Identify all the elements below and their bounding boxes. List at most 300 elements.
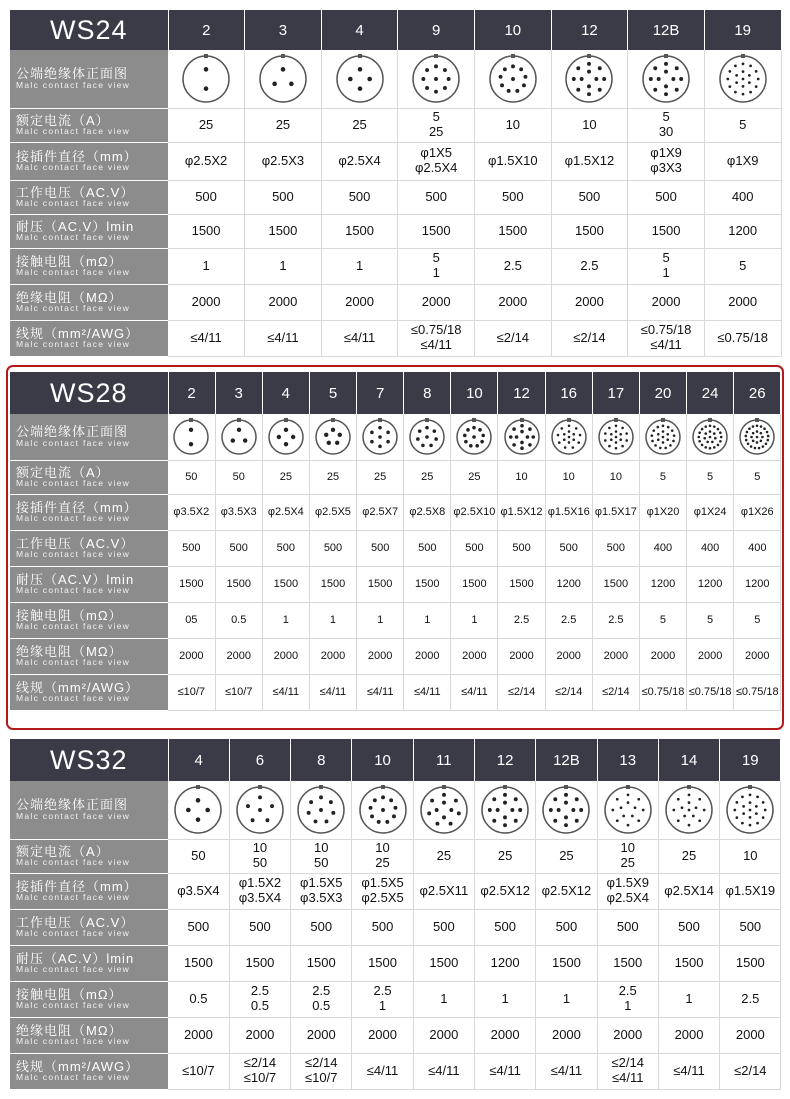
withstand-voltage-cell — [229, 945, 290, 981]
connector-diameter-row — [10, 142, 781, 180]
insulation-resistance-cell — [404, 638, 451, 674]
pin-dot — [598, 66, 602, 70]
pin-dot — [741, 70, 744, 73]
pin-dot — [385, 820, 389, 824]
pin-dot — [598, 88, 602, 92]
row-label-en: Malc contact face view — [16, 268, 131, 278]
cell-line: 500 — [678, 918, 700, 934]
connector-diameter-cell — [704, 142, 781, 180]
keyway-notch — [511, 54, 515, 58]
row-label — [10, 839, 168, 873]
pin-dot — [698, 431, 701, 434]
cell-line: φ3.5X3 — [220, 505, 257, 518]
pin-dot — [749, 824, 752, 827]
pin-dot — [434, 89, 438, 93]
pin-dot — [563, 438, 566, 441]
cell-line: 1500 — [603, 577, 629, 590]
cell-line: 2000 — [183, 1026, 213, 1042]
pin-dot — [528, 427, 532, 431]
insulator-outline — [269, 420, 303, 454]
insulation-resistance-cell — [309, 638, 356, 674]
pin-dot — [681, 806, 684, 809]
pin-dot — [571, 446, 574, 449]
working-voltage-cell — [352, 909, 413, 945]
pin-dot — [284, 427, 288, 431]
pin-dot — [688, 793, 691, 796]
face-view-cell — [168, 781, 229, 839]
contact-resistance-cell — [168, 981, 229, 1017]
connector-face-icon — [738, 418, 776, 456]
working-voltage-cell — [704, 180, 781, 214]
connector-face-icon — [181, 54, 231, 104]
connector-diameter-cell — [309, 494, 356, 530]
pin-dot — [619, 438, 622, 441]
cell-line: ≤4/11 — [650, 337, 682, 352]
pin-dot — [741, 822, 744, 825]
rated-current-cell — [628, 108, 705, 142]
cell-line: 500 — [182, 541, 201, 554]
cell-line: φ1X9 — [650, 145, 682, 161]
pin-dot — [357, 86, 362, 91]
cell-line: 10 — [582, 116, 597, 132]
wire-gauge-cell — [498, 674, 545, 710]
insulation-resistance-cell — [597, 1017, 658, 1053]
contact-resistance-cell — [475, 248, 552, 284]
pin-dot — [705, 432, 708, 435]
wire-gauge-cell — [245, 320, 322, 356]
core-count-header: 17 — [592, 372, 639, 414]
pin-dot — [603, 77, 607, 81]
pin-dot — [741, 62, 744, 65]
cell-line: 5 — [662, 250, 670, 266]
pin-dot — [378, 426, 382, 430]
pin-dot — [503, 823, 507, 827]
insulation-resistance-cell — [168, 638, 215, 674]
contact-resistance-cell — [597, 981, 658, 1017]
cell-line: φ2.5X10 — [453, 505, 496, 518]
keyway-notch — [741, 54, 745, 58]
row-label-en: Malc contact face view — [16, 550, 131, 560]
core-count-header: 12 — [551, 10, 628, 50]
working-voltage-cell — [215, 530, 262, 566]
contact-resistance-cell — [451, 602, 498, 638]
cell-line: 2000 — [345, 293, 375, 309]
face-view-cell — [704, 50, 781, 108]
pin-dot — [443, 86, 447, 90]
pin-dot — [563, 433, 566, 436]
cell-line: 1500 — [735, 954, 765, 970]
cell-line: 1200 — [490, 954, 520, 970]
cell-line: 2000 — [735, 1026, 765, 1042]
wire-gauge-cell — [639, 674, 686, 710]
working-voltage-cell — [357, 530, 404, 566]
pin-dot — [430, 443, 434, 447]
cell-line: φ2.5X2 — [184, 152, 228, 168]
pin-dot — [662, 441, 665, 444]
working-voltage-row — [10, 530, 781, 566]
pin-dot — [496, 808, 500, 812]
keyway-notch — [708, 418, 712, 422]
row-label-zh: 绝缘电阻（MΩ） — [16, 1023, 123, 1038]
cell-line: ≤2/14 — [573, 329, 606, 345]
cell-line: φ1.5X19 — [725, 882, 776, 898]
insulation-resistance-cell — [451, 638, 498, 674]
insulation-resistance-cell — [551, 284, 628, 320]
cell-line: 5 — [662, 109, 670, 125]
connector-diameter-cell — [536, 873, 597, 909]
row-label — [10, 602, 168, 638]
connector-face-icon — [361, 418, 399, 456]
wire-gauge-cell — [262, 674, 309, 710]
wire-gauge-cell — [398, 320, 475, 356]
wire-gauge-cell — [720, 1053, 781, 1089]
face-view-cell — [215, 414, 262, 460]
pin-dot — [656, 426, 659, 429]
cell-line: 1200 — [745, 577, 770, 590]
pin-dot — [756, 441, 759, 444]
pin-dot — [662, 430, 665, 433]
pin-dot — [435, 821, 439, 825]
cell-line: 10 — [314, 840, 329, 856]
core-count-header: 26 — [734, 372, 781, 414]
wire-gauge-cell — [704, 320, 781, 356]
pin-dot — [750, 445, 753, 448]
row-label-en: Malc contact face view — [16, 586, 131, 596]
cell-line: 500 — [348, 188, 371, 204]
cell-line: φ2.5X5 — [315, 505, 351, 518]
rated-current-cell — [451, 460, 498, 494]
pin-dot — [442, 815, 446, 819]
pin-dot — [749, 64, 752, 67]
pin-dot — [745, 439, 748, 442]
cell-line: φ1X5 — [420, 145, 452, 161]
connector-diameter-row — [10, 873, 781, 909]
core-count-header: 12B — [628, 10, 705, 50]
cell-line: 500 — [249, 918, 271, 934]
pin-dot — [651, 439, 654, 442]
cell-line: 400 — [653, 541, 673, 554]
pin-dot — [709, 435, 712, 438]
pin-dot — [760, 425, 763, 428]
pin-dot — [473, 426, 477, 430]
cell-line: 1500 — [345, 222, 375, 238]
insulation-resistance-cell — [474, 1017, 535, 1053]
pin-dot — [448, 821, 452, 825]
pin-dot — [749, 808, 752, 811]
cell-line: 25 — [681, 847, 697, 863]
pin-dot — [567, 430, 570, 433]
cell-line: 500 — [494, 918, 516, 934]
cell-line: 2000 — [697, 649, 723, 662]
cell-line: 0.5 — [250, 998, 269, 1013]
pin-dot — [657, 77, 661, 81]
cell-line: 1500 — [273, 577, 299, 590]
keyway-notch — [503, 785, 507, 789]
pin-dot — [251, 818, 255, 822]
ws24-section — [10, 10, 781, 357]
cell-line: φ1X24 — [693, 505, 727, 518]
cell-line: 2000 — [651, 293, 681, 309]
pin-dot — [381, 808, 385, 812]
cell-line: ≤4/11 — [366, 685, 394, 698]
wire-gauge-cell — [628, 320, 705, 356]
pin-dot — [626, 801, 629, 804]
contact-resistance-cell — [734, 602, 781, 638]
pin-dot — [503, 815, 507, 819]
core-count-header: 3 — [245, 10, 322, 50]
withstand-voltage-cell — [168, 566, 215, 602]
withstand-voltage-cell — [545, 566, 592, 602]
connector-face-icon — [641, 54, 691, 104]
cell-line: 500 — [272, 188, 294, 204]
wire-gauge-cell — [687, 674, 734, 710]
cell-line: 1500 — [613, 954, 643, 970]
wire-gauge-cell — [474, 1053, 535, 1089]
working-voltage-cell — [168, 530, 215, 566]
contact-resistance-cell — [229, 981, 290, 1017]
cell-line: 10 — [609, 470, 622, 483]
cell-line: 25 — [198, 116, 214, 132]
pin-dot — [518, 808, 522, 812]
connector-diameter-cell — [687, 494, 734, 530]
cell-line: 1 — [329, 613, 337, 626]
pin-dot — [762, 801, 765, 804]
wire-gauge-cell — [168, 674, 215, 710]
cell-line: ≤10/7 — [177, 685, 206, 698]
cell-line: 50 — [252, 855, 268, 870]
pin-dot — [572, 808, 576, 812]
pin-dot — [332, 811, 336, 815]
pin-dot — [706, 440, 709, 443]
cell-line: 10 — [252, 840, 268, 856]
pin-dot — [422, 77, 426, 81]
connector-diameter-row — [10, 494, 781, 530]
pin-dot — [664, 62, 668, 66]
row-label-zh: 绝缘电阻（MΩ） — [16, 290, 123, 305]
face-view-cell — [628, 50, 705, 108]
rated-current-cell — [398, 108, 475, 142]
withstand-voltage-cell — [413, 945, 474, 981]
pin-dot — [728, 85, 731, 88]
connector-diameter-cell — [398, 142, 475, 180]
cell-line: φ2.5X4 — [606, 890, 649, 905]
cell-line: φ3.5X2 — [173, 505, 210, 518]
insulator-outline — [316, 420, 350, 454]
cell-line: 1500 — [429, 954, 459, 970]
pin-dot — [557, 808, 561, 812]
cell-line: 2000 — [556, 649, 581, 662]
row-label-zh: 耐压（AC.V）lmin — [16, 572, 135, 587]
core-count-header: 3 — [215, 372, 262, 414]
row-label-en: Malc contact face view — [16, 858, 131, 868]
pin-dot — [577, 441, 580, 444]
cell-line: 2000 — [603, 649, 629, 662]
connector-diameter-cell — [658, 873, 719, 909]
cell-line: 500 — [512, 541, 531, 554]
connector-face-icon — [488, 54, 538, 104]
pin-dot — [425, 86, 429, 90]
cell-line: 25 — [497, 847, 513, 863]
cell-line: 50 — [185, 470, 198, 483]
cell-line: 2000 — [191, 293, 221, 309]
pin-dot — [564, 446, 567, 449]
withstand-voltage-cell — [245, 214, 322, 248]
pin-dot — [575, 427, 578, 430]
pin-dot — [675, 66, 679, 70]
pin-dot — [447, 77, 451, 81]
pin-dot — [469, 444, 473, 448]
pin-dot — [728, 70, 731, 73]
rated-current-cell — [474, 839, 535, 873]
keyway-notch — [204, 54, 208, 58]
cell-line: ≤4/11 — [190, 329, 222, 345]
ws32-section — [10, 739, 781, 1090]
rated-current-cell — [215, 460, 262, 494]
cell-line: ≤10/7 — [243, 1070, 277, 1085]
core-count-header: 2 — [168, 372, 215, 414]
contact-resistance-cell — [357, 602, 404, 638]
wire-gauge-cell — [321, 320, 398, 356]
cell-line: φ2.5X12 — [541, 882, 592, 898]
insulation-resistance-row — [10, 1017, 781, 1053]
core-count-header: 4 — [168, 739, 229, 781]
working-voltage-cell — [291, 909, 352, 945]
connector-diameter-cell — [262, 494, 309, 530]
face-view-cell — [592, 414, 639, 460]
rated-current-row — [10, 108, 781, 142]
pin-dot — [701, 443, 704, 446]
cell-line: ≤4/11 — [461, 685, 488, 698]
pin-dot — [659, 446, 662, 449]
pin-dot — [367, 76, 372, 81]
insulation-resistance-cell — [168, 284, 245, 320]
cell-line: 1500 — [226, 577, 251, 590]
face-view-cell — [404, 414, 451, 460]
row-label — [10, 781, 168, 839]
core-count-header: 10 — [475, 10, 552, 50]
pin-dot — [651, 434, 654, 437]
pin-dot — [610, 438, 613, 441]
core-count-header: 16 — [545, 372, 592, 414]
row-label-zh: 工作电压（AC.V） — [16, 915, 135, 930]
cell-line: ≤2/14 — [507, 685, 536, 698]
row-label-en: Malc contact face view — [16, 340, 131, 350]
keyway-notch — [381, 785, 385, 789]
cell-line: 5 — [432, 250, 440, 266]
connector-diameter-cell — [639, 494, 686, 530]
cell-line: 05 — [185, 613, 198, 626]
withstand-voltage-cell — [291, 945, 352, 981]
pin-dot — [713, 446, 716, 449]
face-view-cell — [545, 414, 592, 460]
pin-dot — [507, 89, 511, 93]
row-label-zh: 额定电流（A） — [16, 465, 110, 480]
ws32-table — [10, 739, 781, 1090]
cell-line: 10 — [620, 840, 635, 856]
cell-line: ≤10/7 — [305, 1070, 338, 1085]
cell-line: 1 — [378, 998, 387, 1013]
rated-current-cell — [413, 839, 474, 873]
insulator-outline — [337, 56, 383, 102]
pin-dot — [265, 818, 269, 822]
face-view-cell — [597, 781, 658, 839]
wire-gauge-cell — [451, 674, 498, 710]
pin-dot — [370, 440, 374, 444]
cell-line: ≤4/11 — [413, 685, 441, 698]
cell-line: φ2.5X11 — [419, 882, 469, 898]
cell-line: 10 — [515, 470, 528, 483]
insulator-outline — [175, 787, 221, 833]
withstand-voltage-cell — [475, 214, 552, 248]
face-view-cell — [474, 781, 535, 839]
pin-dot — [519, 67, 523, 71]
pin-dot — [392, 814, 396, 818]
insulator-outline — [174, 420, 208, 454]
contact-resistance-cell — [592, 602, 639, 638]
connector-face-icon — [173, 785, 223, 835]
cell-line: 2000 — [179, 649, 204, 662]
pin-dot — [649, 77, 653, 81]
cell-line: ≤0.75/18 — [641, 685, 685, 698]
connector-diameter-cell — [734, 494, 781, 530]
wire-gauge-cell — [168, 320, 245, 356]
pin-dot — [669, 444, 672, 447]
row-label — [10, 494, 168, 530]
contact-resistance-cell — [352, 981, 413, 1017]
pin-dot — [735, 81, 738, 84]
pin-dot — [662, 435, 665, 438]
pin-dot — [492, 819, 496, 823]
connector-face-icon — [267, 418, 305, 456]
face-view-cell — [687, 414, 734, 460]
pin-dot — [714, 437, 717, 440]
row-label — [10, 142, 168, 180]
cell-line: 50 — [191, 847, 206, 863]
row-label-en: Malc contact face view — [16, 893, 131, 903]
cell-line: 2.5 — [373, 983, 392, 999]
pin-dot — [619, 433, 622, 436]
connector-diameter-cell — [628, 142, 705, 180]
insulation-resistance-cell — [352, 1017, 413, 1053]
row-label — [10, 530, 168, 566]
ws24-table — [10, 10, 782, 357]
wire-gauge-cell — [357, 674, 404, 710]
rated-current-cell — [498, 460, 545, 494]
rated-current-cell — [475, 108, 552, 142]
pin-dot — [719, 440, 722, 443]
core-count-header: 19 — [720, 739, 781, 781]
pin-dot — [752, 439, 755, 442]
wire-gauge-cell — [597, 1053, 658, 1089]
pin-dot — [567, 435, 570, 438]
connector-diameter-cell — [451, 494, 498, 530]
pin-dot — [511, 77, 515, 81]
cell-line: 500 — [276, 541, 296, 554]
wire-gauge-cell — [352, 1053, 413, 1089]
cell-line: 5 — [739, 116, 747, 132]
withstand-voltage-cell — [321, 214, 398, 248]
pin-dot — [615, 441, 618, 444]
row-label-en: Malc contact face view — [16, 81, 131, 91]
cell-line: 2.5 — [312, 983, 331, 999]
pin-dot — [756, 77, 759, 80]
pin-dot — [564, 823, 568, 827]
cell-line: 0.5 — [312, 998, 331, 1013]
pin-dot — [595, 77, 599, 81]
pin-dot — [615, 435, 618, 438]
connector-diameter-cell — [597, 873, 658, 909]
keyway-notch — [567, 418, 571, 422]
